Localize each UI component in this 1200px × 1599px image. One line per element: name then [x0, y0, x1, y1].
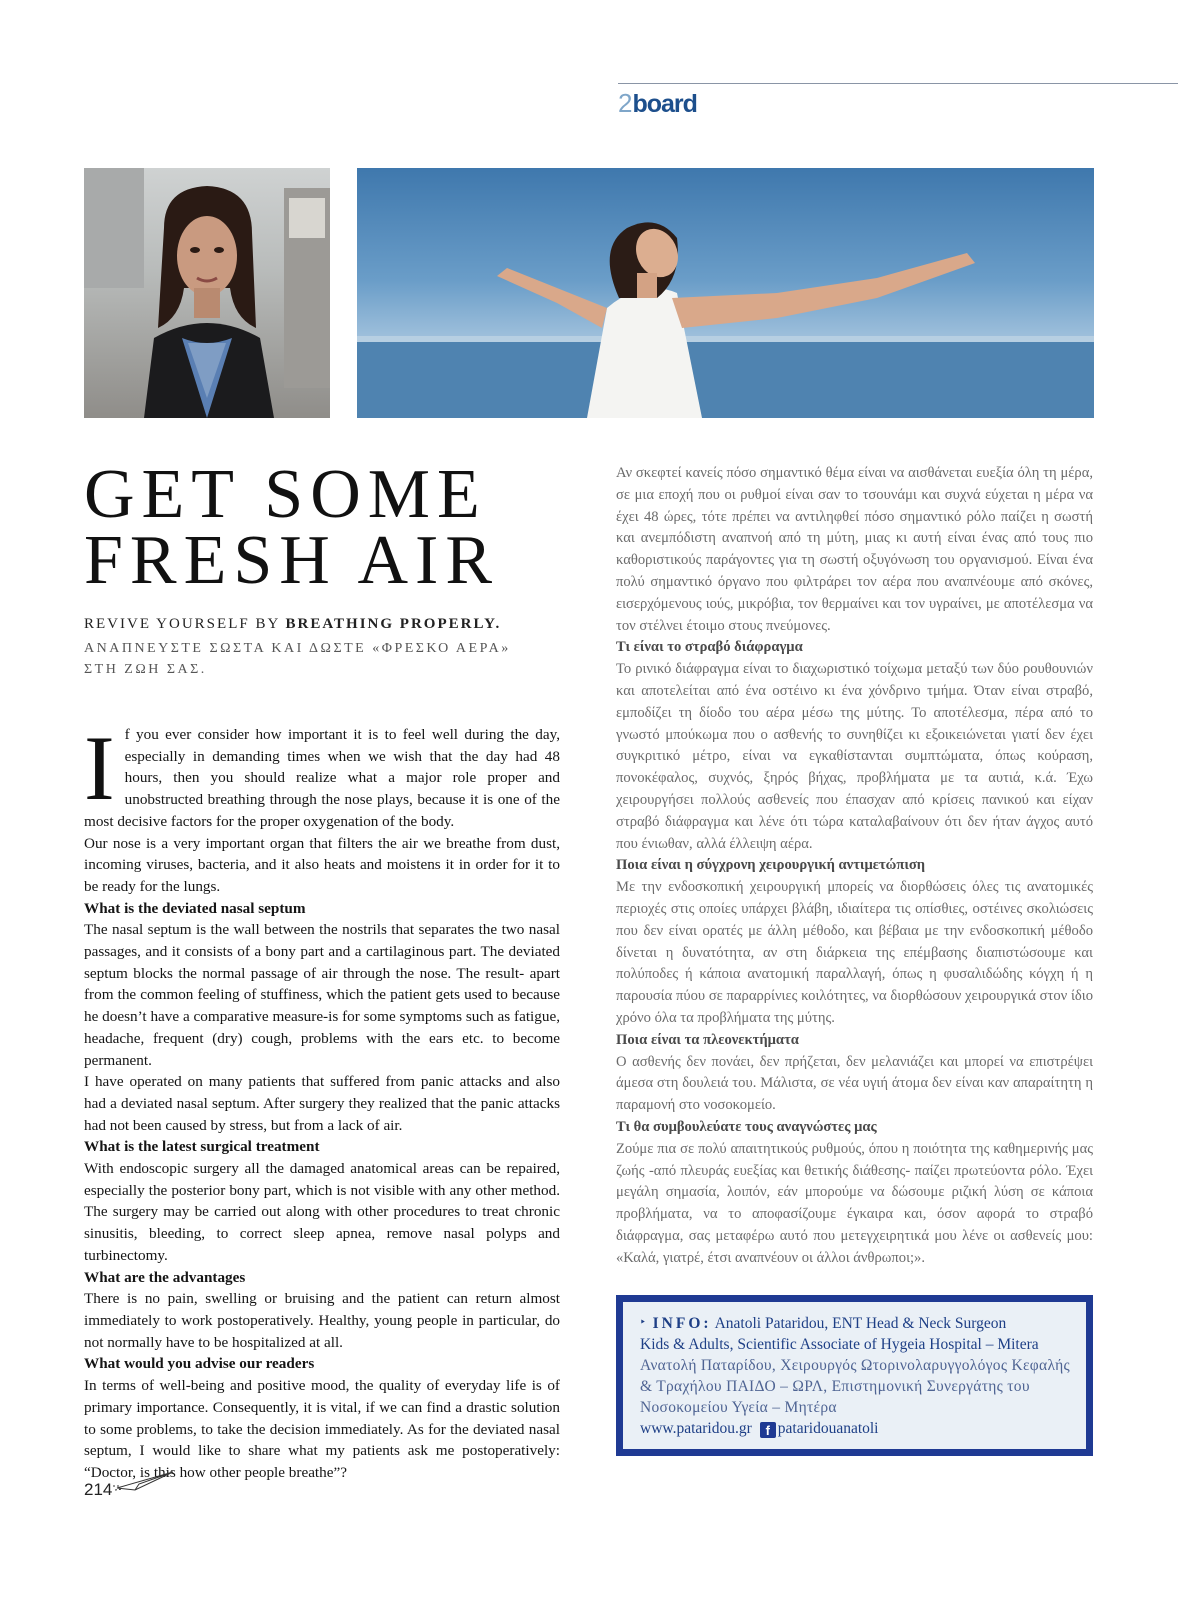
- article-title: [84, 456, 604, 599]
- section-heading: What are the advantages: [84, 1268, 246, 1286]
- hero-illustration: [357, 168, 1094, 418]
- logo-number: 2: [618, 88, 633, 118]
- info-contacts: [640, 1418, 1074, 1439]
- info-box-content: [623, 1302, 1086, 1449]
- paragraph: With endoscopic surgery all the damaged anatomical areas can be repaired, especially the posterior bony part, which is not visible with any other method. The surgery may be carried out along with other procedures to treat chronic sinusitis, bleeding, to correct sleep apnea, remove nasal polyps and turbinectomy.: [84, 1160, 560, 1264]
- section-heading: Ποια είναι τα πλεονεκτήματα: [616, 1031, 799, 1048]
- paragraph: Ο ασθενής δεν πονάει, δεν πρήζεται, δεν μελανιάζει και μπορεί να επιστρέψει άμεσα στη δουλειά του. Μάλιστα, σε νέα υγιή άτομα δεν είναι καν απαραίτητη η παραμονή στο νοσοκομείο.: [616, 1053, 1093, 1114]
- info-greek: Ανατολή Παταρίδου, Χειρουργός Ωτορινολαρυγγολόγος Κεφαλής & Τραχήλου ΠΑΙΔΟ – ΩΡΛ, Επιστημονική Συνεργάτης του Νοσοκομείου Υγεία – Μητέρα: [640, 1357, 1070, 1416]
- section-heading: What would you advise our readers: [84, 1355, 315, 1373]
- paragraph: Αν σκεφτεί κανείς πόσο σημαντικό θέμα είναι να αισθάνεται ευεξία όλη τη μέρα, σε μια εποχή που οι ρυθμοί είναι σαν το τσουνάμι και συχνά εύχεται η μέρα να έχει 48 ώρες, τότε πρέπει να αντιληφθεί πόσο σημαντικό ρόλο παίζει η σωστή και ανεμπόδιστη αναπνοή από τη μύτη, μιας κι αυτή είναι ένας από τους πιο καθοριστικούς παράγοντες για τη σωστή οξυγόνωση του οργανισμού. Είναι ένα πολύ σημαντικό όργανο που φιλτράρει τον αέρα που αναπνέουμε από σκόνες, εισερχόμενους ιούς, μικρόβια, τον θερμαίνει και τον υγραίνει, με αποτέλεσμα να τον στέλνει έτοιμο στους πνεύμονες.: [616, 465, 1093, 634]
- facebook-link[interactable]: pataridouanatoli: [777, 1420, 879, 1437]
- page-number: 214: [84, 1480, 113, 1499]
- section-heading: What is the latest surgical treatment: [84, 1138, 320, 1156]
- paragraph: Our nose is a very important organ that filters the air we breathe from dust, incoming viruses, bacteria, and it also heats and moistens it in order for it to be ready for the lungs.: [84, 834, 560, 895]
- portrait-photo: [84, 168, 330, 418]
- drop-cap: I: [84, 717, 115, 819]
- section-heading: Τι θα συμβουλεύατε τους αναγνώστες μας: [616, 1118, 877, 1135]
- paragraph: In terms of well-being and positive mood, the quality of everyday life is of primary importance. Consequently, it is vital, if we can find a drastic solution to some problems, to take the decision immediately. As for the deviated nasal septum, I would like to share what my patients ask me postoperatively: “Doctor, is this how other people breathe”?: [84, 1377, 560, 1481]
- section-heading: Τι είναι το στραβό διάφραγμα: [616, 639, 803, 656]
- subtitle-en-bold: BREATHING PROPERLY.: [285, 616, 502, 632]
- info-label: [640, 1315, 712, 1332]
- portrait-illustration: [84, 168, 330, 418]
- magazine-logo: [618, 88, 697, 118]
- paragraph: Ζούμε πια σε πολύ απαιτητικούς ρυθμούς, όπου η ποιότητα της καθημερινής μας ζωής -από πλευράς ευεξίας και θετικής διάθεσης- παίζει πρωτεύοντα ρόλο. Έχει μεγάλη σημασία, λοιπόν, εάν μπορούμε να δώσουμε ριζική λύση σε κάποια προβλήματα, να το αποφασίζουμε έγκαιρα και, όσον αφορά το στραβό διάφραγμα, σας μεταφέρω αυτό που μετεγχειρητικά μου λένε οι ασθενείς μου: «Καλά, γιατρέ, έτσι αναπνέουν οι άλλοι άνθρωποι;».: [616, 1140, 1093, 1266]
- facebook-icon: f: [760, 1422, 776, 1438]
- paragraph: There is no pain, swelling or bruising and the patient can return almost immediately to work postoperatively. Healthy, young people in particular, do not normally have to be hospitalized at all.: [84, 1290, 560, 1351]
- paragraph: Με την ενδοσκοπική χειρουργική μπορείς να διορθώσεις όλες τις ανατομικές περιοχές στις οποίες υπάρχει βλάβη, ιδιαίτερα τις οπίσθιες, οστέινες σκολιώσεις που δεν είναι ορατές με άλλη μέθοδο, και βέβαια με την ενδοσκοπική μέθοδο δίνεται η δυνατότητα, αν στη διάρκεια της επέμβασης διαπιστώσουμε και πολύποδες ή κάποια ανατομική παραλλαγή, όπως η φυσαλιδώδης κόγχη ή η παρουσία πύου σε παραρρίνιες κοιλότητες, να διορθώσουν χειρουργικά στον ίδιο χρόνο όλα τα προβλήματα της μύτης.: [616, 879, 1093, 1026]
- section-heading: Ποια είναι η σύγχρονη χειρουργική αντιμετώπιση: [616, 857, 926, 874]
- info-line-1: [640, 1312, 1074, 1334]
- english-column: [84, 717, 560, 1484]
- title-line-1: GET SOME: [84, 456, 487, 533]
- intro-paragraph: [84, 717, 560, 833]
- paragraph: The nasal septum is the wall between the nostrils that separates the two nasal passages, and it consists of a bony part and a cartilaginous part. The deviated septum blocks the normal passage of air through the nose. The result- apart from the common feeling of stuffiness, which the patient gets used to because he doesn’t have a comparative measure-is for some symptoms such as fatigue, headache, frequent (dry) cough, problems with the ears etc. to become permanent.: [84, 921, 560, 1069]
- header-rule: [618, 83, 1178, 84]
- paper-plane-icon: [113, 1470, 175, 1494]
- intro-text: f you ever consider how important it is to feel well during the day, especially in demanding times when we wish that the day had 48 hours, then you should realize what a major role proper and unobstructed breathing through the nose plays, because it is one of the most decisive factors for the proper oxygenation of the body.: [84, 726, 560, 830]
- info-line-2: Kids & Adults, Scientific Associate of Hygeia Hospital – Mitera: [640, 1336, 1039, 1353]
- paragraph: I have operated on many patients that suffered from panic attacks and also had a deviated nasal septum. After surgery they realized that the panic attacks had not been caused by stress, but from a lack of air.: [84, 1073, 560, 1134]
- info-box: [616, 1295, 1093, 1456]
- hero-photo: [357, 168, 1094, 418]
- logo-word: board: [632, 90, 697, 118]
- info-line-1-text: Anatoli Pataridou, ENT Head & Neck Surgeon: [711, 1315, 1007, 1332]
- paragraph: Το ρινικό διάφραγμα είναι το διαχωριστικό τοίχωμα μεταξύ των δύο ρουθουνιών και αποτελείται από ένα οστέινο κι ένα χόνδρινο τμήμα. Όταν είναι στραβό, εμποδίζει τη δίοδο του αέρα μέσω της μύτης. Το αποτέλεσμα, πέρα από το γνωστό μπούκωμα που ο ασθενής το συνηθίζει κι εξοικειώνεται γιατί δεν έχει συγκριτικό μέτρο, είναι να εγκαθίστανται συμπτώματα, όπως κούραση, πονοκέφαλος, συχνός, ξηρός βήχας, προβλήματα με τα αυτιά, κ.ά. Έχω χειρουργήσει πολλούς ασθενείς που έπασχαν από κρίσεις πανικού και είχαν στραβό διάφραγμα και λένε ότι τώρα καταλαβαίνουν ότι δεν ήταν άγχος αυτό που ένιωθαν, αλλά έλλειψη αέρα.: [616, 661, 1093, 852]
- subtitle-english: [84, 616, 501, 633]
- greek-column: [616, 463, 1093, 1269]
- arrow-icon: ‣: [640, 1317, 646, 1327]
- website-link[interactable]: www.pataridou.gr: [640, 1420, 752, 1437]
- info-label-text: INFO:: [652, 1315, 712, 1332]
- subtitle-en-plain: REVIVE YOURSELF BY: [84, 616, 286, 632]
- section-heading: What is the deviated nasal septum: [84, 899, 306, 917]
- subtitle-greek: ΑΝΑΠΝΕΥΣΤΕ ΣΩΣΤΑ ΚΑΙ ΔΩΣΤΕ «ΦΡΕΣΚΟ ΑΕΡΑ» ΣΤΗ ΖΩΗ ΣΑΣ.: [84, 641, 511, 677]
- title-line-2: FRESH AIR: [84, 522, 500, 599]
